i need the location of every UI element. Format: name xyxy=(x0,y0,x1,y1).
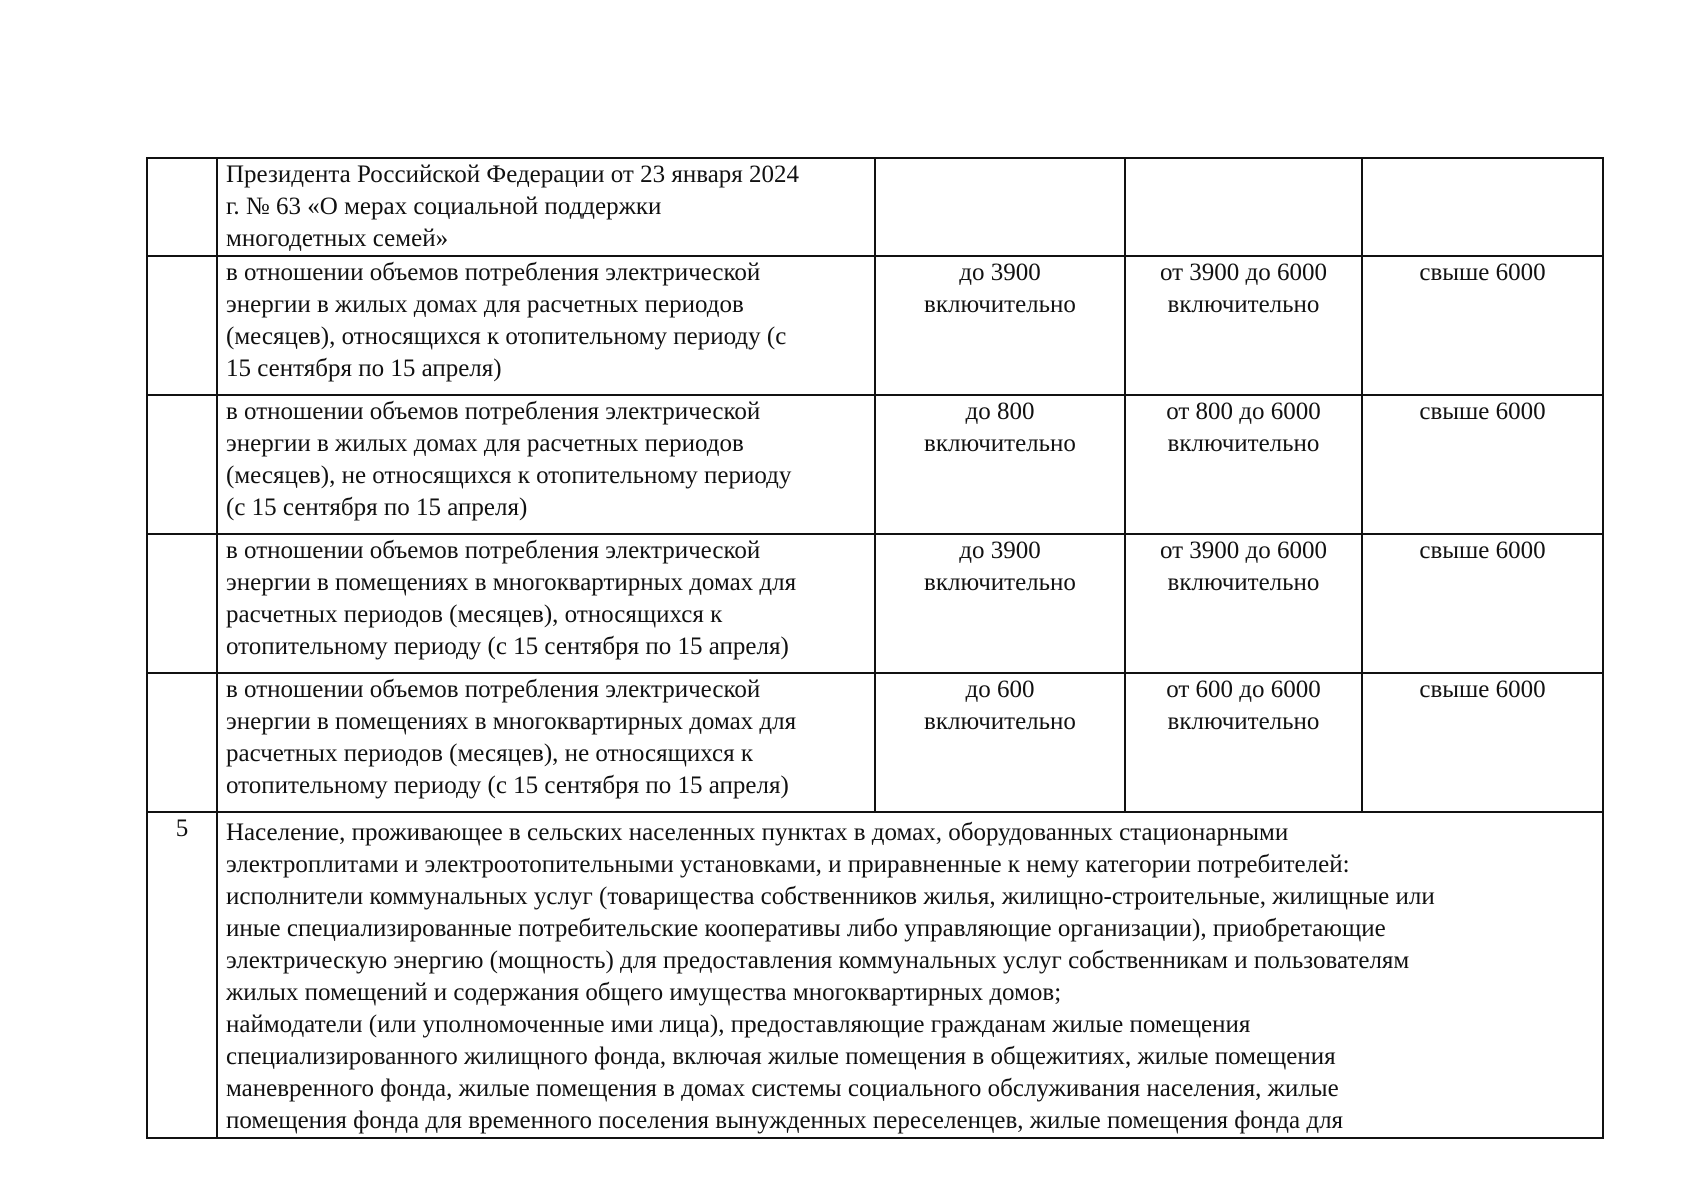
text-line: иные специализированные потребительские кооперативы либо управляющие организации), приобретающие xyxy=(226,915,1386,942)
value-text: включительно xyxy=(1167,291,1320,318)
value-text: от 600 до 6000 xyxy=(1166,676,1321,703)
value-text: до 3900 xyxy=(959,537,1041,564)
description-cell xyxy=(217,256,875,395)
text-line: 15 сентября по 15 апреля) xyxy=(226,355,502,382)
table-row-continuation xyxy=(147,158,1603,256)
text-line: в отношении объемов потребления электрической xyxy=(226,259,761,286)
text-line: маневренного фонда, жилые помещения в домах системы социального обслуживания населения, жилые xyxy=(226,1075,1339,1102)
text-line: расчетных периодов (месяцев), относящихся к xyxy=(226,601,723,628)
description-cell xyxy=(217,673,875,812)
text-line: помещения фонда для временного поселения вынужденных переселенцев, жилые помещения фонда для xyxy=(226,1107,1344,1134)
text-line: наймодатели (или уполномоченные ими лица), предоставляющие гражданам жилые помещения xyxy=(226,1011,1251,1038)
text-line: расчетных периодов (месяцев), не относящихся к xyxy=(226,740,754,767)
value-text: свыше 6000 xyxy=(1419,537,1546,564)
text-line: отопительному периоду (с 15 сентября по 15 апреля) xyxy=(226,633,789,660)
value-cell-2 xyxy=(1125,534,1362,673)
value-cell-1 xyxy=(875,534,1125,673)
text-line: в отношении объемов потребления электрической xyxy=(226,676,761,703)
text-line: исполнители коммунальных услуг (товарищества собственников жилья, жилищно-строительные, жилищные или xyxy=(226,883,1435,910)
value-text: включительно xyxy=(1167,569,1320,596)
text-line: энергии в помещениях в многоквартирных домах для xyxy=(226,708,797,735)
row-number-cell: 5 xyxy=(147,812,217,1138)
table-row xyxy=(147,256,1603,395)
value-text: включительно xyxy=(924,291,1076,318)
value-text: до 800 xyxy=(965,398,1035,425)
text-line: Население, проживающее в сельских населенных пунктах в домах, оборудованных стационарными xyxy=(226,819,1289,846)
value-cell-2 xyxy=(1125,158,1362,256)
text-line: специализированного жилищного фонда, включая жилые помещения в общежитиях, жилые помещения xyxy=(226,1043,1336,1070)
value-text: включительно xyxy=(1167,708,1320,735)
value-cell-2 xyxy=(1125,673,1362,812)
text-line: электрическую энергию (мощность) для предоставления коммунальных услуг собственникам и пользователям xyxy=(226,947,1410,974)
description-cell xyxy=(217,158,875,256)
text-line: жилых помещений и содержания общего имущества многоквартирных домов; xyxy=(226,979,1062,1006)
value-text: до 600 xyxy=(965,676,1035,703)
value-text: включительно xyxy=(1167,430,1320,457)
text-line: энергии в жилых домах для расчетных периодов xyxy=(226,430,744,457)
text-line: Президента Российской Федерации от 23 января 2024 xyxy=(226,161,800,188)
tariff-table xyxy=(146,157,1604,1139)
description-cell xyxy=(217,534,875,673)
table-row xyxy=(147,673,1603,812)
text-line: в отношении объемов потребления электрической xyxy=(226,398,761,425)
value-text: включительно xyxy=(924,708,1076,735)
text-line: г. № 63 «О мерах социальной поддержки xyxy=(226,193,662,220)
row-number-cell xyxy=(147,395,217,534)
text-line: (с 15 сентября по 15 апреля) xyxy=(226,494,528,521)
value-text: от 3900 до 6000 xyxy=(1159,259,1328,286)
row-number-cell xyxy=(147,158,217,256)
description-cell xyxy=(217,395,875,534)
value-cell-3 xyxy=(1362,158,1603,256)
value-cell-1 xyxy=(875,673,1125,812)
value-cell-1 xyxy=(875,395,1125,534)
value-cell-2 xyxy=(1125,395,1362,534)
text-line: энергии в помещениях в многоквартирных домах для xyxy=(226,569,797,596)
row-number-cell xyxy=(147,256,217,395)
text-line: отопительному периоду (с 15 сентября по 15 апреля) xyxy=(226,772,789,799)
row-number-cell xyxy=(147,534,217,673)
table-row xyxy=(147,534,1603,673)
text-line: электроплитами и электроотопительными установками, и приравненные к нему категории потребителей: xyxy=(226,851,1350,878)
table-row xyxy=(147,395,1603,534)
text-line: в отношении объемов потребления электрической xyxy=(226,537,761,564)
value-cell-3 xyxy=(1362,534,1603,673)
value-text: свыше 6000 xyxy=(1419,259,1546,286)
text-line: многодетных семей» xyxy=(226,225,449,252)
value-text: включительно xyxy=(924,569,1076,596)
value-cell-3 xyxy=(1362,673,1603,812)
text-line: (месяцев), относящихся к отопительному периоду (с xyxy=(226,323,787,350)
value-cell-2 xyxy=(1125,256,1362,395)
value-text: свыше 6000 xyxy=(1419,676,1546,703)
table-row-5 xyxy=(147,812,1603,1138)
value-cell-1 xyxy=(875,158,1125,256)
value-text: от 3900 до 6000 xyxy=(1159,537,1328,564)
value-cell-3 xyxy=(1362,256,1603,395)
value-text: свыше 6000 xyxy=(1419,398,1546,425)
value-cell-3 xyxy=(1362,395,1603,534)
text-line: (месяцев), не относящихся к отопительному периоду xyxy=(226,462,792,489)
row-number-cell xyxy=(147,673,217,812)
value-cell-1 xyxy=(875,256,1125,395)
value-text: включительно xyxy=(924,430,1076,457)
description-cell-wide xyxy=(217,812,1603,1138)
text-line: энергии в жилых домах для расчетных периодов xyxy=(226,291,744,318)
value-text: до 3900 xyxy=(959,259,1041,286)
value-text: от 800 до 6000 xyxy=(1166,398,1321,425)
